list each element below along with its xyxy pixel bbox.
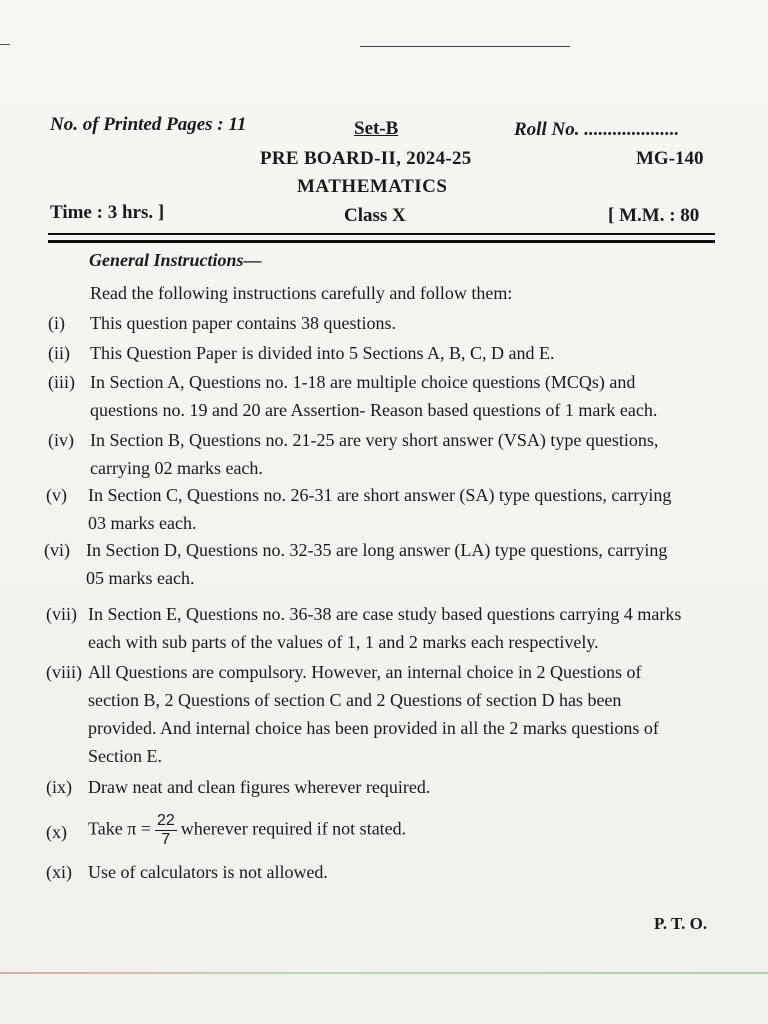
header-divider-thin <box>48 233 715 235</box>
top-edge-mark <box>0 44 10 45</box>
bottom-edge-strip <box>0 972 768 974</box>
pi-fraction: $\frac{22}{7}$ <box>156 812 175 848</box>
subject-title: MATHEMATICS <box>297 176 448 197</box>
set-label: Set-B <box>354 118 399 139</box>
top-line <box>360 46 570 47</box>
time-label: Time : 3 hrs. ] <box>50 202 165 223</box>
header-divider-thick <box>48 240 715 243</box>
roll-no-field: Roll No. .................... <box>514 119 680 140</box>
instructions-title: General Instructions— <box>89 250 262 270</box>
page-turn-over: P. T. O. <box>654 914 708 933</box>
exam-title: PRE BOARD-II, 2024-25 <box>260 148 472 169</box>
instructions-intro: Read the following instructions carefully and follow them: <box>90 283 513 303</box>
printed-pages-label: No. of Printed Pages : 11 <box>50 114 247 135</box>
paper-code: MG-140 <box>636 148 704 169</box>
exam-page: No. of Printed Pages : 11 Set-B Roll No. .................... PRE BOARD-II, 2024-25 MG-140 MATHEMATICS Time : 3 hrs. ] Class X [ M.M. : 80 General Instructions— Read the following instructions carefully and follow them: (i) This question paper contains 38 questions. (ii) This Question Paper is divided into 5 Sections A, B, C, D and E. (iii) In Section A, Questions no. 1-18 are multiple choice questions (MCQs) and questions no. 19 and 20 are Assertion- Reason based questions of 1 mark each. (iv) In Section B, Questions no. 21-25 are very short answer (VSA) type questions, carrying 02 marks each. (v) In Section C, Questions no. 26-31 are short answer (SA) type questions, carrying 03 marks each. (vi) In Section D, Questions no. 32-35 are long answer (LA) type questions, carrying 05 marks each. (vii) In Section E, Questions no. 36-38 are case study based questions carrying 4 marks each with sub parts of the values of 1, 1 and 2 marks each respectively. (viii) All Questions are compulsory. However, an internal choice in 2 Questions of section B, 2 Questions of section C and 2 Questions of section D has been provided. And internal choice has been provided in all the 2 marks questions of Section E. (ix) Draw neat and clean figures wherever required. (x) Take π = $\frac{22}{7}$ wherever required if not stated. (xi) Use of calculators is not allowed. P. T. O. <box>0 0 768 1024</box>
class-label: Class X <box>344 205 406 226</box>
max-marks-label: [ M.M. : 80 <box>608 205 700 226</box>
